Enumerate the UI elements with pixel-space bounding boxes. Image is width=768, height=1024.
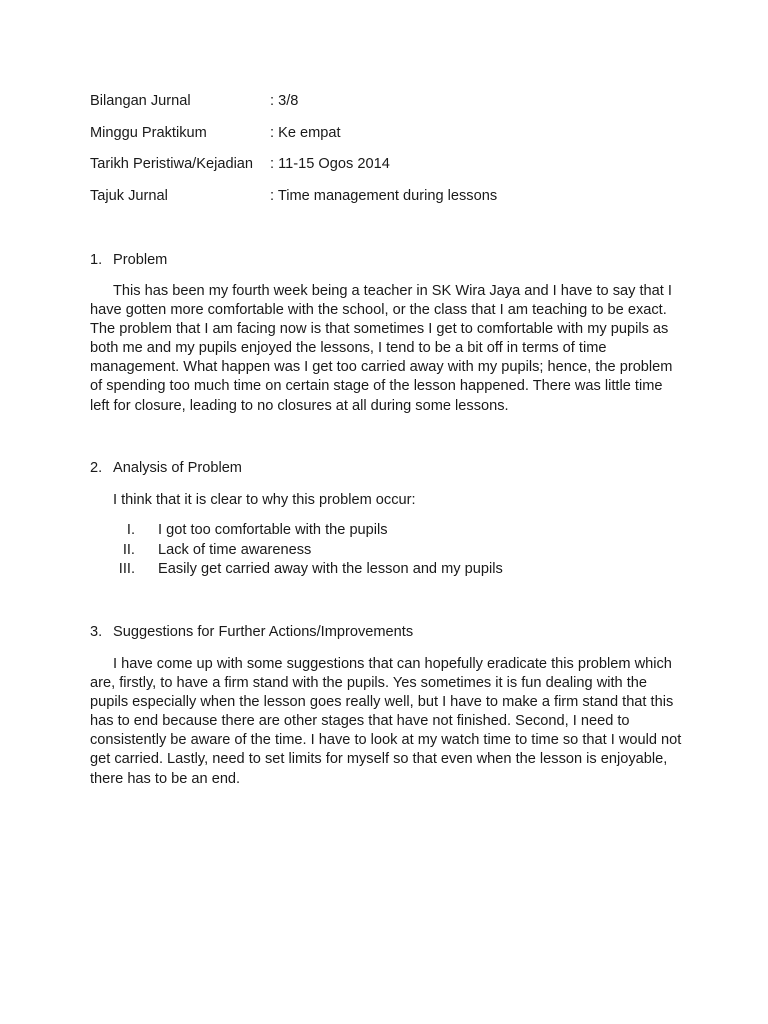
- meta-label: Tajuk Jurnal: [90, 188, 168, 204]
- list-item: [113, 560, 673, 580]
- list-numeral: III.: [118, 561, 135, 577]
- meta-row-minggu-praktikum: [90, 123, 690, 143]
- list-item: [113, 541, 673, 561]
- list-text: I got too comfortable with the pupils: [158, 522, 388, 538]
- list-numeral: II.: [122, 541, 135, 558]
- meta-row-tarikh: [90, 154, 690, 174]
- list-numeral: I.: [126, 522, 135, 538]
- meta-value: : Ke empat: [270, 125, 341, 141]
- meta-value: : 3/8: [270, 93, 299, 109]
- meta-label: Bilangan Jurnal: [90, 93, 191, 109]
- meta-row-tajuk-jurnal: [90, 186, 690, 206]
- section-title: Analysis of Problem: [113, 460, 242, 476]
- section-heading-suggestions: [90, 622, 413, 642]
- meta-label: Tarikh Peristiwa/Kejadian: [90, 156, 254, 172]
- meta-value: : Time management during lessons: [270, 188, 498, 204]
- analysis-intro: I think that it is clear to why this problem occur:: [113, 492, 416, 508]
- list-item: [113, 521, 673, 541]
- section-number: 2.: [90, 460, 103, 476]
- section-title: Problem: [113, 252, 168, 268]
- section-heading-problem: [90, 250, 167, 270]
- section-title: Suggestions for Further Actions/Improvements: [113, 624, 414, 640]
- section-number: 3.: [90, 624, 103, 640]
- section-number: 1.: [90, 252, 103, 268]
- section-heading-analysis: [90, 458, 242, 478]
- list-text: Easily get carried away with the lesson and my pupils: [158, 561, 503, 577]
- meta-row-bilangan-jurnal: [90, 91, 690, 111]
- problem-paragraph: This has been my fourth week being a teacher in SK Wira Jaya and I have to say that I have gotten more comfortable with the school, or the class that I am teaching to be exact. The problem that I am facing now is that sometimes I get to comfortable with my pupils as both me and my pupils enjoyed the lessons, I tend to be a bit off in terms of time management. What happen was I get too carried away with my pupils; hence, the problem of spending too much time on certain stage of the lesson happened. There was little time left for closure, leading to no closures at all during some lessons.: [90, 283, 673, 414]
- meta-label: Minggu Praktikum: [90, 125, 207, 141]
- meta-value: : 11-15 Ogos 2014: [270, 156, 390, 172]
- list-text: Lack of time awareness: [158, 541, 312, 558]
- suggestions-paragraph: I have come up with some suggestions that can hopefully eradicate this problem which are, firstly, to have a firm stand with the pupils. Yes sometimes it is fun dealing with the pupils especially when the lesson goes really well, but I have to make a firm stand that this has to end because there are other stages that have not finished. Second, I need to consistently be aware of the time. I have to look at my watch time to time so that I would not get carried. Lastly, need to set limits for myself so that even when the lesson is enjoyable, there has to be an end.: [90, 656, 682, 787]
- analysis-list: [113, 521, 673, 580]
